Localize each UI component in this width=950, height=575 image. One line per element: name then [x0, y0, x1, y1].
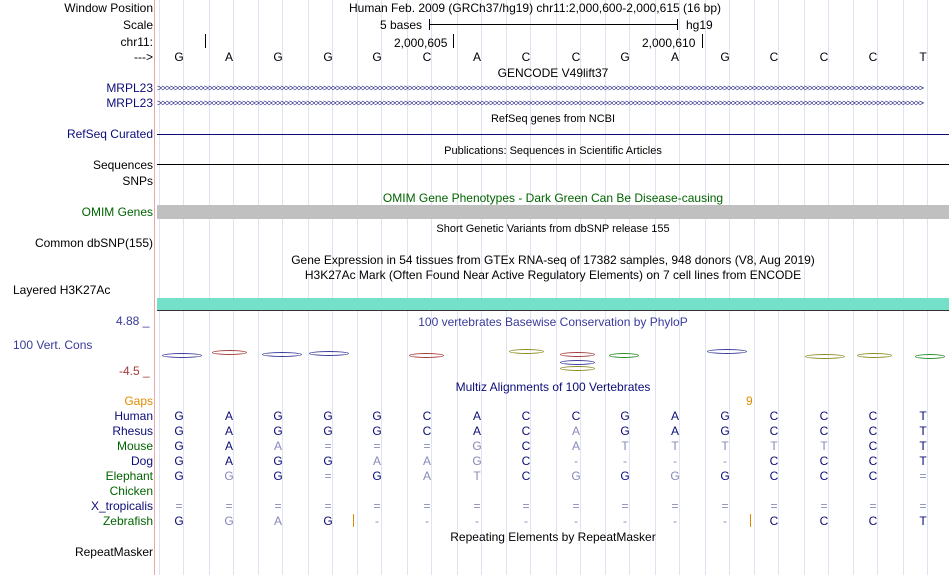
refseq-title: RefSeq genes from NCBI: [490, 113, 616, 125]
alignment-base: -: [623, 514, 627, 528]
conservation-segment: [212, 350, 247, 355]
scale-db: hg19: [686, 18, 713, 32]
alignment-base: G: [174, 409, 184, 423]
species-label[interactable]: Rhesus: [112, 424, 153, 438]
alignment-base: G: [174, 439, 184, 453]
alignment-base: A: [224, 454, 233, 468]
alignment-base: C: [769, 424, 779, 438]
conservation-segment: [262, 352, 302, 357]
alignment-base: G: [720, 409, 730, 423]
alignment-base: =: [820, 499, 828, 513]
alignment-base: T: [919, 514, 927, 528]
alignment-base: =: [225, 499, 233, 513]
alignment-base: T: [621, 439, 629, 453]
gene-label-mrpl23-1[interactable]: MRPL23: [106, 81, 153, 95]
alignment-base: T: [473, 469, 481, 483]
gaps-label: Gaps: [124, 394, 153, 408]
alignment-base: G: [472, 439, 482, 453]
alignment-base: T: [919, 439, 927, 453]
conservation-segment: [609, 353, 639, 358]
reference-base: A: [224, 50, 233, 64]
alignment-base: =: [671, 499, 679, 513]
alignment-base: A: [224, 409, 233, 423]
conservation-segment: [560, 352, 595, 357]
alignment-base: =: [869, 499, 877, 513]
conservation-segment: [560, 360, 595, 365]
cons-label[interactable]: 100 Vert. Cons: [13, 338, 93, 352]
alignment-base: G: [224, 469, 234, 483]
species-label[interactable]: Dog: [130, 454, 153, 468]
refseq-line[interactable]: [157, 134, 949, 135]
alignment-base: C: [868, 469, 878, 483]
alignment-base: C: [571, 409, 581, 423]
coord-2: 2,000,610: [642, 36, 696, 50]
alignment-base: G: [372, 424, 382, 438]
alignment-base: C: [819, 514, 829, 528]
alignment-base: G: [620, 409, 630, 423]
alignment-base: -: [723, 454, 727, 468]
conservation-segment: [162, 353, 202, 358]
reference-base: G: [620, 50, 630, 64]
alignment-base: G: [720, 469, 730, 483]
alignment-base: G: [620, 469, 630, 483]
alignment-base: -: [673, 454, 677, 468]
alignment-base: A: [571, 424, 580, 438]
alignment-base: -: [475, 514, 479, 528]
alignment-base: A: [472, 424, 481, 438]
strand-label: --->: [134, 50, 153, 64]
alignment-base: A: [372, 454, 381, 468]
scale-bar-left-tick: [429, 19, 430, 30]
h3k27ac-label[interactable]: Layered H3K27Ac: [13, 283, 111, 297]
reference-base: G: [720, 50, 730, 64]
reference-base: C: [769, 50, 779, 64]
reference-base: G: [273, 50, 283, 64]
gtex-title: Gene Expression in 54 tissues from GTEx RNA-seq of 17382 samples, 948 donors (V8, Aug 2019): [291, 253, 815, 267]
coord-1: 2,000,605: [394, 36, 448, 50]
reference-base: C: [521, 50, 531, 64]
alignment-base: G: [372, 469, 382, 483]
alignment-base: =: [324, 469, 332, 483]
cons-title: 100 vertebrates Basewise Conservation by PhyloP: [418, 315, 688, 329]
alignment-base: C: [769, 514, 779, 528]
alignment-base: C: [819, 454, 829, 468]
window-position-label: Window Position: [64, 1, 153, 15]
window-position-value: Human Feb. 2009 (GRCh37/hg19) chr11:2,000,600-2,000,615 (16 bp): [349, 1, 722, 15]
h3k27ac-baseline: [157, 310, 949, 311]
alignment-base: =: [324, 439, 332, 453]
alignment-base: =: [919, 499, 927, 513]
species-label[interactable]: Elephant: [105, 469, 153, 483]
alignment-base: A: [224, 439, 233, 453]
species-label[interactable]: X_tropicalis: [90, 499, 153, 513]
refseq-label[interactable]: RefSeq Curated: [66, 127, 153, 141]
conservation-segment: [707, 349, 747, 354]
cons-min: -4.5 _: [119, 364, 150, 378]
scale-text: 5 bases: [380, 18, 423, 32]
alignment-base: C: [769, 409, 779, 423]
alignment-base: C: [521, 409, 531, 423]
scale-bar-right-tick: [677, 19, 678, 30]
conservation-segment: [805, 354, 845, 359]
species-label[interactable]: Mouse: [116, 439, 153, 453]
alignment-base: =: [572, 499, 580, 513]
conservation-segment: [560, 366, 595, 371]
alignment-base: A: [224, 424, 233, 438]
alignment-base: =: [423, 499, 431, 513]
alignment-base: C: [868, 439, 878, 453]
alignment-base: =: [770, 499, 778, 513]
alignment-base: G: [670, 469, 680, 483]
alignment-base: G: [273, 424, 283, 438]
alignment-base: -: [574, 454, 578, 468]
conservation-wiggle[interactable]: [157, 340, 949, 374]
publications-line[interactable]: [157, 164, 949, 165]
coord-tick-2: [702, 34, 703, 48]
alignment-base: T: [919, 454, 927, 468]
alignment-base: A: [273, 514, 282, 528]
reference-base: G: [323, 50, 333, 64]
conservation-segment: [409, 353, 444, 358]
alignment-base: =: [721, 499, 729, 513]
alignment-base: C: [819, 469, 829, 483]
alignment-base: G: [323, 514, 333, 528]
alignment-base: C: [422, 424, 432, 438]
alignment-base: G: [472, 454, 482, 468]
label-column-divider: [154, 0, 155, 575]
alignment-base: T: [770, 439, 778, 453]
gene-label-mrpl23-2[interactable]: MRPL23: [106, 96, 153, 110]
alignment-base: -: [524, 514, 528, 528]
alignment-base: G: [174, 469, 184, 483]
alignment-base: T: [671, 439, 679, 453]
alignment-base: C: [769, 469, 779, 483]
alignment-base: C: [422, 409, 432, 423]
alignment-base: -: [673, 514, 677, 528]
alignment-base: G: [273, 409, 283, 423]
alignment-base: G: [323, 424, 333, 438]
alignment-base: -: [425, 514, 429, 528]
species-label[interactable]: Zebrafish: [102, 514, 153, 528]
alignment-base: A: [670, 409, 679, 423]
alignment-base: G: [174, 424, 184, 438]
dbsnp-title: Short Genetic Variants from dbSNP release 155: [436, 223, 670, 235]
reference-base: C: [868, 50, 878, 64]
reference-base: G: [372, 50, 382, 64]
alignment-base: =: [373, 439, 381, 453]
gaps-value: 9: [746, 394, 753, 408]
alignment-base: =: [373, 499, 381, 513]
alignment-base: A: [472, 409, 481, 423]
conservation-segment: [509, 349, 544, 354]
gencode-title: GENCODE V49lift37: [497, 66, 609, 80]
alignment-base: -: [574, 514, 578, 528]
snps-label[interactable]: SNPs: [122, 174, 153, 188]
alignment-base: =: [423, 439, 431, 453]
alignment-base: =: [274, 499, 282, 513]
h3k27ac-signal[interactable]: [157, 298, 949, 310]
gene-track-mrpl23-2[interactable]: >>>>>>>>>>>>>>>>>>>>>>>>>>>>>>>>>>>>>>>>>>>>>>>>>>>>>>>>>>>>>>>>>>>>>>>>>>>>>>>>>>>>>>>>>>>>>>>>>>>>>>>>>>>>>>>>>>>>>>>>>>>>>>>>>>>>>>>>>>>>>>>>>>>>>>>>>>>>>>>>>>>>>>>>>>>>>>>>>>>>: [157, 98, 924, 108]
publications-title: Publications: Sequences in Scientific Articles: [444, 145, 662, 157]
conservation-segment: [915, 354, 945, 359]
alignment-base: -: [375, 514, 379, 528]
coord-tick-left: [205, 34, 206, 48]
reference-base: G: [174, 50, 184, 64]
alignment-base: A: [422, 469, 431, 483]
alignment-base: T: [919, 409, 927, 423]
alignment-base: C: [521, 424, 531, 438]
alignment-base: G: [224, 514, 234, 528]
reference-base: C: [571, 50, 581, 64]
alignment-base: A: [670, 424, 679, 438]
alignment-base: C: [769, 454, 779, 468]
scale-bar: [429, 24, 677, 25]
repeatmasker-title: Repeating Elements by RepeatMasker: [450, 530, 656, 544]
alignment-base: C: [521, 469, 531, 483]
alignment-base: C: [868, 514, 878, 528]
alignment-base: G: [372, 409, 382, 423]
alignment-base: G: [620, 424, 630, 438]
alignment-base: C: [868, 424, 878, 438]
repeatmasker-label[interactable]: RepeatMasker: [74, 545, 153, 559]
sequences-label[interactable]: Sequences: [92, 158, 153, 172]
alignment-base: G: [273, 469, 283, 483]
alignment-base: A: [273, 439, 282, 453]
alignment-base: T: [721, 439, 729, 453]
coord-tick-1: [453, 34, 454, 48]
alignment-base: =: [522, 499, 530, 513]
alignment-base: C: [521, 439, 531, 453]
dbsnp-label[interactable]: Common dbSNP(155): [34, 236, 153, 250]
alignment-base: G: [323, 409, 333, 423]
h3k27ac-title: H3K27Ac Mark (Often Found Near Active Regulatory Elements) on 7 cell lines from ENCODE: [304, 268, 802, 282]
alignment-base: G: [174, 514, 184, 528]
alignment-base: -: [623, 454, 627, 468]
omim-title: OMIM Gene Phenotypes - Dark Green Can Be Disease-causing: [382, 191, 724, 205]
alignment-base: =: [621, 499, 629, 513]
alignment-base: G: [323, 454, 333, 468]
alignment-base: C: [819, 424, 829, 438]
alignment-base: =: [919, 469, 927, 483]
gap-marker-zebrafish-1: [353, 514, 354, 527]
alignment-base: G: [273, 454, 283, 468]
reference-base: C: [819, 50, 829, 64]
multiz-title: Multiz Alignments of 100 Vertebrates: [455, 380, 651, 394]
alignment-base: A: [422, 454, 431, 468]
alignment-base: =: [324, 499, 332, 513]
alignment-base: C: [819, 409, 829, 423]
reference-base: A: [670, 50, 679, 64]
reference-base: T: [919, 50, 927, 64]
alignment-base: C: [868, 409, 878, 423]
alignment-base: =: [175, 499, 183, 513]
cons-max: 4.88 _: [116, 314, 150, 328]
omim-bar[interactable]: [157, 205, 949, 219]
alignment-base: T: [919, 424, 927, 438]
alignment-base: -: [723, 514, 727, 528]
reference-base: A: [472, 50, 481, 64]
alignment-base: G: [174, 454, 184, 468]
species-label[interactable]: Chicken: [109, 484, 153, 498]
alignment-base: G: [720, 424, 730, 438]
alignment-base: G: [571, 469, 581, 483]
chrom-label: chr11:: [120, 35, 153, 49]
scale-label: Scale: [122, 18, 153, 32]
alignment-base: A: [571, 439, 580, 453]
alignment-base: T: [820, 439, 828, 453]
omim-label[interactable]: OMIM Genes: [81, 205, 153, 219]
gene-track-mrpl23-1[interactable]: >>>>>>>>>>>>>>>>>>>>>>>>>>>>>>>>>>>>>>>>>>>>>>>>>>>>>>>>>>>>>>>>>>>>>>>>>>>>>>>>>>>>>>>>>>>>>>>>>>>>>>>>>>>>>>>>>>>>>>>>>>>>>>>>>>>>>>>>>>>>>>>>>>>>>>>>>>>>>>>>>>>>>>>>>>>>>>>>>>>>: [157, 83, 924, 93]
alignment-base: C: [521, 454, 531, 468]
species-label[interactable]: Human: [114, 409, 153, 423]
alignment-base: =: [473, 499, 481, 513]
alignment-base: C: [868, 454, 878, 468]
conservation-segment: [309, 351, 349, 356]
conservation-segment: [857, 353, 892, 358]
gap-marker-zebrafish-2: [750, 514, 751, 527]
reference-base: C: [422, 50, 432, 64]
